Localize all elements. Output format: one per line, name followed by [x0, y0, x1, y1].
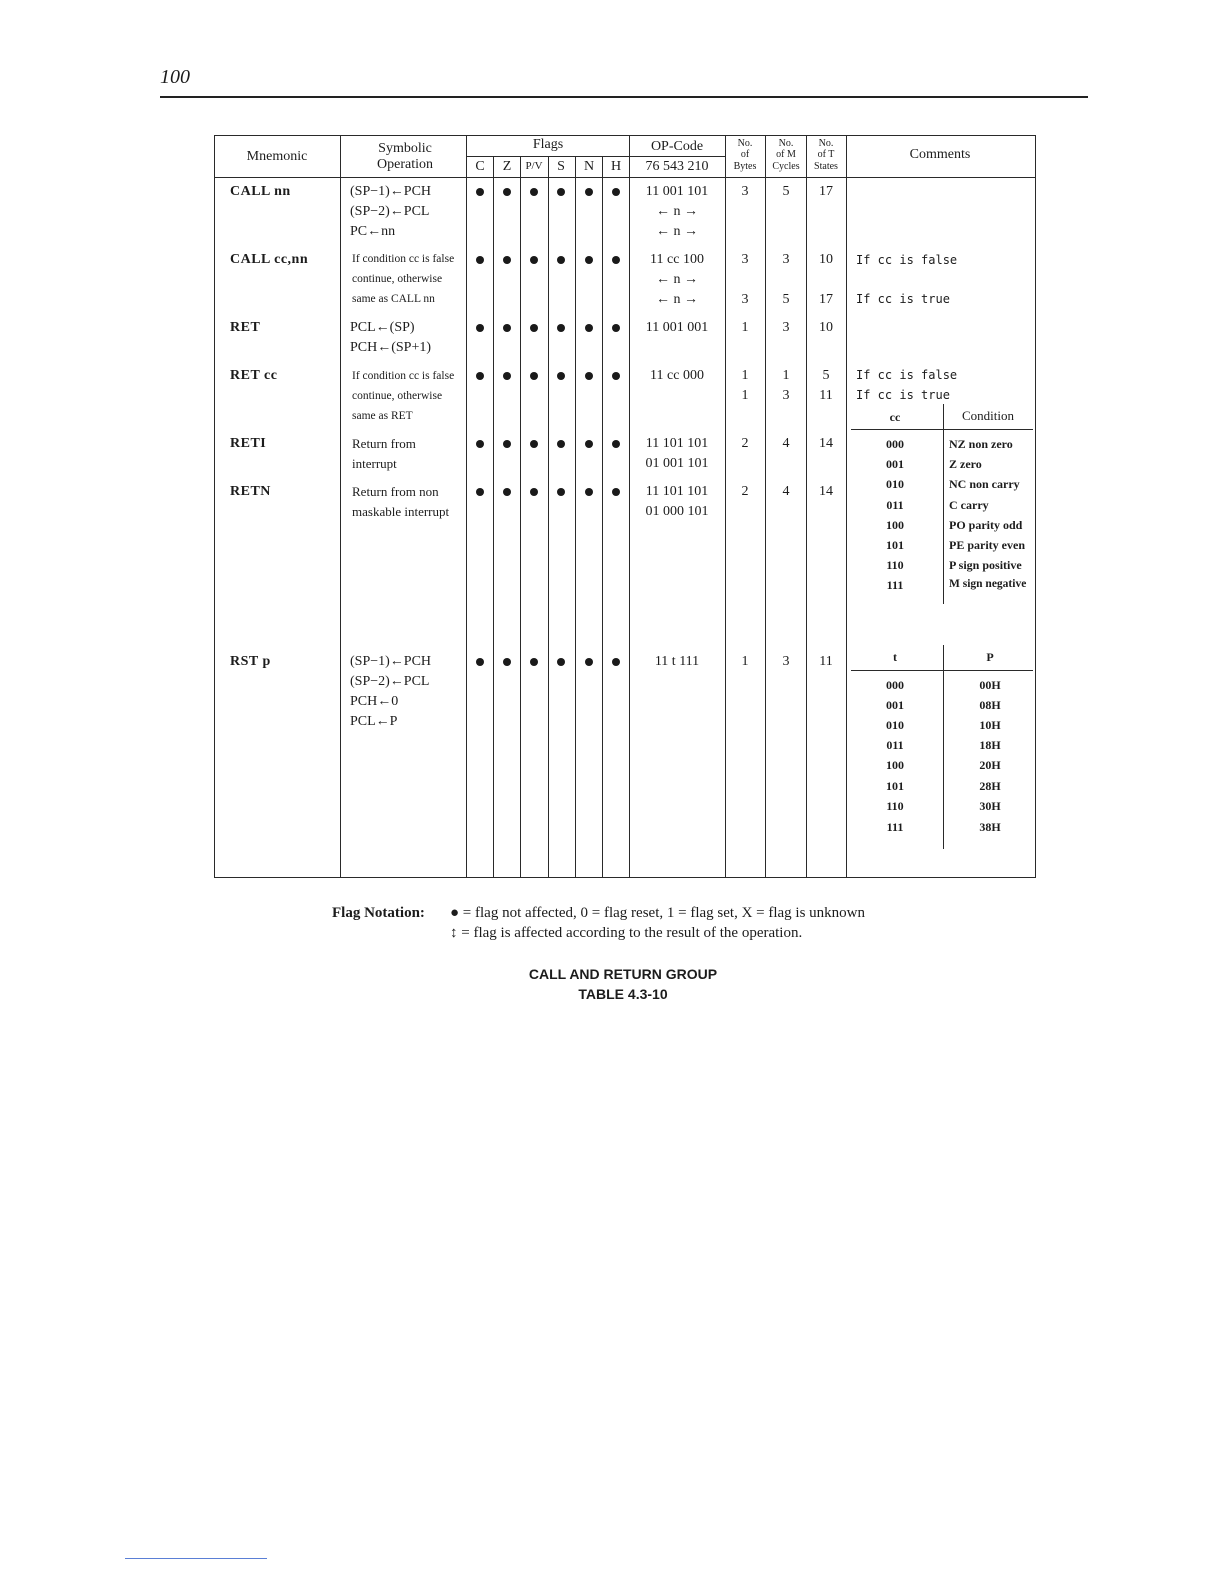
flag-not-affected-dot: [476, 372, 484, 380]
flag-not-affected-dot: [557, 324, 565, 332]
p-address: 38H: [979, 820, 1001, 834]
p-address: 28H: [979, 779, 1001, 793]
bytes-value: 1: [741, 654, 749, 669]
cc-condition: NC non carry: [949, 477, 1020, 491]
header-flag-n: N: [583, 159, 595, 174]
flag-not-affected-dot: [585, 372, 593, 380]
cc-table-divider: [943, 404, 944, 604]
opcode-line: ← n →: [656, 204, 698, 219]
cc-code: 001: [886, 457, 904, 471]
flag-not-affected-dot: [503, 488, 511, 496]
m-cycles-value: 3: [782, 252, 790, 267]
bytes-value: 2: [741, 484, 749, 499]
header-tstates-2: of T: [817, 149, 835, 160]
flag-not-affected-dot: [476, 256, 484, 264]
symbolic-line: Return from non: [352, 484, 439, 499]
header-opcode-1: OP-Code: [650, 139, 704, 154]
cc-code: 101: [886, 538, 904, 552]
flag-notation-line1: ● = flag not affected, 0 = flag reset, 1 = flag set, X = flag is unknown: [450, 905, 866, 921]
flag-notation-label: Flag Notation:: [332, 905, 425, 921]
m-cycles-value: 3: [782, 388, 790, 403]
header-bytes-1: No.: [737, 138, 753, 149]
symbolic-line: same as RET: [352, 410, 413, 422]
t-table-header-line: [851, 670, 1033, 671]
flag-not-affected-dot: [585, 488, 593, 496]
opcode-line: 11 001 101: [645, 184, 709, 199]
header-symbolic-2: Operation: [377, 157, 433, 172]
flag-not-affected-dot: [612, 372, 620, 380]
t-code: 001: [886, 698, 904, 712]
t-table-divider: [943, 645, 944, 849]
header-symbolic-1: Symbolic: [378, 141, 432, 156]
header-bytes-2: of: [740, 149, 750, 160]
flag-not-affected-dot: [476, 188, 484, 196]
opcode-line: 11 101 101: [645, 436, 709, 451]
flag-not-affected-dot: [503, 256, 511, 264]
flag-not-affected-dot: [530, 256, 538, 264]
symbolic-line: Return from: [352, 436, 416, 451]
bytes-value: 3: [741, 184, 749, 199]
header-rule: [160, 96, 1088, 98]
header-flag-c: C: [475, 159, 485, 174]
opcode-line: ← n →: [656, 292, 698, 307]
header-flags: Flags: [532, 137, 564, 152]
header-flag-pv: P/V: [525, 160, 543, 172]
symbolic-line: PCH←0: [350, 694, 399, 709]
opcode-line: ← n →: [656, 272, 698, 287]
flag-not-affected-dot: [530, 372, 538, 380]
flag-not-affected-dot: [612, 440, 620, 448]
flag-not-affected-dot: [476, 324, 484, 332]
col-sep-symbolic: [340, 135, 341, 878]
t-states-value: 17: [819, 292, 833, 307]
symbolic-line: (SP−2)←PCL: [350, 674, 430, 689]
header-mcycles-1: No.: [778, 138, 794, 149]
t-code: 111: [886, 820, 904, 834]
cc-code: 111: [886, 578, 904, 592]
t-states-value: 11: [819, 654, 833, 669]
header-flag-s: S: [557, 159, 565, 174]
col-sep-flags: [466, 135, 467, 878]
flag-not-affected-dot: [585, 658, 593, 666]
symbolic-line: (SP−2)←PCL: [350, 204, 430, 219]
p-address: 10H: [979, 718, 1001, 732]
mnemonic-retn: RETN: [230, 484, 271, 499]
flag-not-affected-dot: [557, 658, 565, 666]
flag-not-affected-dot: [585, 256, 593, 264]
t-states-value: 14: [819, 436, 833, 451]
bytes-value: 1: [741, 320, 749, 335]
flag-not-affected-dot: [503, 372, 511, 380]
t-code: 000: [886, 678, 904, 692]
p-address: 08H: [979, 698, 1001, 712]
m-cycles-value: 1: [782, 368, 790, 383]
t-code: 010: [886, 718, 904, 732]
symbolic-line: (SP−1)←PCH: [350, 184, 432, 199]
flag-not-affected-dot: [612, 324, 620, 332]
flag-not-affected-dot: [557, 440, 565, 448]
m-cycles-value: 5: [782, 292, 790, 307]
table-caption-title: CALL AND RETURN GROUP: [528, 966, 718, 982]
t-states-value: 17: [819, 184, 833, 199]
opcode-line: 11 cc 100: [650, 252, 704, 267]
flag-not-affected-dot: [557, 488, 565, 496]
comment-line: If cc is true: [856, 388, 950, 402]
opcode-line: ← n →: [656, 224, 698, 239]
p-address: 18H: [979, 738, 1001, 752]
flag-not-affected-dot: [476, 658, 484, 666]
table-caption-id: TABLE 4.3-10: [578, 986, 668, 1002]
mnemonic-call-cc-nn: CALL cc,nn: [230, 252, 309, 267]
flag-not-affected-dot: [530, 188, 538, 196]
mnemonic-call-nn: CALL nn: [230, 184, 291, 199]
header-bytes-3: Bytes: [733, 161, 757, 172]
cc-header: cc: [889, 410, 901, 424]
bytes-value: 2: [741, 436, 749, 451]
flag-not-affected-dot: [530, 658, 538, 666]
flag-not-affected-dot: [530, 488, 538, 496]
col-sep-opcode: [629, 135, 630, 878]
flag-not-affected-dot: [612, 658, 620, 666]
flag-sep-2: [520, 156, 521, 878]
flag-not-affected-dot: [585, 324, 593, 332]
header-tstates-1: No.: [818, 138, 834, 149]
t-code: 101: [886, 779, 904, 793]
m-cycles-value: 3: [782, 654, 790, 669]
call-return-table: [214, 135, 1036, 878]
flag-sep-4: [575, 156, 576, 878]
m-cycles-value: 4: [782, 484, 790, 499]
col-sep-bytes: [725, 135, 726, 878]
cc-condition: M sign negative: [949, 578, 1027, 590]
comment-line: If cc is false: [856, 368, 958, 382]
flag-not-affected-dot: [612, 188, 620, 196]
symbolic-line: continue, otherwise: [352, 273, 443, 285]
comment-line: If cc is false: [856, 253, 958, 267]
flag-sep-5: [602, 156, 603, 878]
flag-not-affected-dot: [503, 440, 511, 448]
bytes-value: 3: [741, 292, 749, 307]
symbolic-line: interrupt: [352, 456, 397, 471]
mnemonic-ret: RET: [230, 320, 261, 335]
flag-not-affected-dot: [585, 440, 593, 448]
p-address: 20H: [979, 758, 1001, 772]
col-sep-tstates: [806, 135, 807, 878]
opcode-line: 11 001 001: [645, 320, 709, 335]
bytes-value: 1: [741, 368, 749, 383]
flag-not-affected-dot: [612, 488, 620, 496]
t-states-value: 11: [819, 388, 833, 403]
p-header: P: [986, 650, 994, 664]
page-number: 100: [160, 66, 190, 88]
bytes-value: 3: [741, 252, 749, 267]
flag-not-affected-dot: [557, 256, 565, 264]
opcode-line: 01 001 101: [645, 456, 709, 471]
opcode-line: 11 t 111: [654, 654, 700, 669]
col-sep-comments: [846, 135, 847, 878]
bytes-value: 1: [741, 388, 749, 403]
mnemonic-rst-p: RST p: [230, 654, 271, 669]
header-mnemonic: Mnemonic: [246, 149, 308, 164]
flag-not-affected-dot: [503, 658, 511, 666]
flag-sep-3: [548, 156, 549, 878]
m-cycles-value: 5: [782, 184, 790, 199]
flag-notation-line2: ↕ = flag is affected according to the result of the operation.: [450, 925, 803, 941]
cc-condition: P sign positive: [949, 558, 1022, 572]
t-states-value: 5: [822, 368, 830, 383]
header-opcode-2: 76 543 210: [645, 159, 709, 174]
symbolic-line: If condition cc is false: [352, 370, 455, 382]
flag-not-affected-dot: [530, 440, 538, 448]
cc-table-header-line: [851, 429, 1033, 430]
mnemonic-ret-cc: RET cc: [230, 368, 278, 383]
symbolic-line: continue, otherwise: [352, 390, 443, 402]
symbolic-line: same as CALL nn: [352, 293, 435, 305]
flag-not-affected-dot: [557, 372, 565, 380]
cc-code: 100: [886, 518, 904, 532]
flag-not-affected-dot: [612, 256, 620, 264]
flag-not-affected-dot: [476, 488, 484, 496]
m-cycles-value: 3: [782, 320, 790, 335]
comment-line: If cc is true: [856, 292, 950, 306]
symbolic-line: (SP−1)←PCH: [350, 654, 432, 669]
header-comments: Comments: [909, 147, 971, 162]
t-header: t: [893, 650, 897, 664]
flag-not-affected-dot: [503, 324, 511, 332]
t-code: 011: [886, 738, 904, 752]
symbolic-line: PCH←(SP+1): [350, 340, 432, 355]
cc-code: 010: [886, 477, 904, 491]
flag-sep-1: [493, 156, 494, 878]
t-states-value: 14: [819, 484, 833, 499]
flag-not-affected-dot: [476, 440, 484, 448]
cc-condition: NZ non zero: [949, 437, 1013, 451]
header-mcycles-3: Cycles: [772, 161, 800, 172]
cc-condition: Z zero: [949, 457, 982, 471]
cc-condition: PE parity even: [949, 538, 1025, 552]
flag-not-affected-dot: [530, 324, 538, 332]
cc-condition: PO parity odd: [949, 518, 1023, 532]
header-bottom-line: [214, 177, 1036, 178]
col-sep-mcycles: [765, 135, 766, 878]
header-tstates-3: States: [814, 161, 838, 172]
opcode-line: 01 000 101: [645, 504, 709, 519]
flag-not-affected-dot: [503, 188, 511, 196]
m-cycles-value: 4: [782, 436, 790, 451]
t-code: 100: [886, 758, 904, 772]
cc-code: 011: [886, 498, 904, 512]
cc-condition: C carry: [949, 498, 989, 512]
t-states-value: 10: [819, 252, 833, 267]
p-address: 30H: [979, 799, 1001, 813]
p-address: 00H: [979, 678, 1001, 692]
symbolic-line: maskable interrupt: [352, 504, 450, 519]
header-flag-z: Z: [502, 159, 512, 174]
header-mcycles-2: of M: [776, 149, 796, 160]
opcode-line: 11 cc 000: [650, 368, 704, 383]
symbolic-line: PC←nn: [350, 224, 396, 239]
flag-not-affected-dot: [585, 188, 593, 196]
opcode-line: 11 101 101: [645, 484, 709, 499]
cc-code: 000: [886, 437, 904, 451]
mnemonic-reti: RETI: [230, 436, 267, 451]
t-states-value: 10: [819, 320, 833, 335]
flags-subheader-line: [466, 156, 725, 157]
cc-code: 110: [886, 558, 904, 572]
condition-header: Condition: [961, 408, 1015, 423]
symbolic-line: If condition cc is false: [352, 253, 455, 265]
flag-not-affected-dot: [557, 188, 565, 196]
footer-link-rule: [125, 1558, 267, 1559]
symbolic-line: PCL←P: [350, 714, 398, 729]
t-code: 110: [886, 799, 904, 813]
symbolic-line: PCL←(SP): [350, 320, 415, 335]
header-flag-h: H: [610, 159, 622, 174]
